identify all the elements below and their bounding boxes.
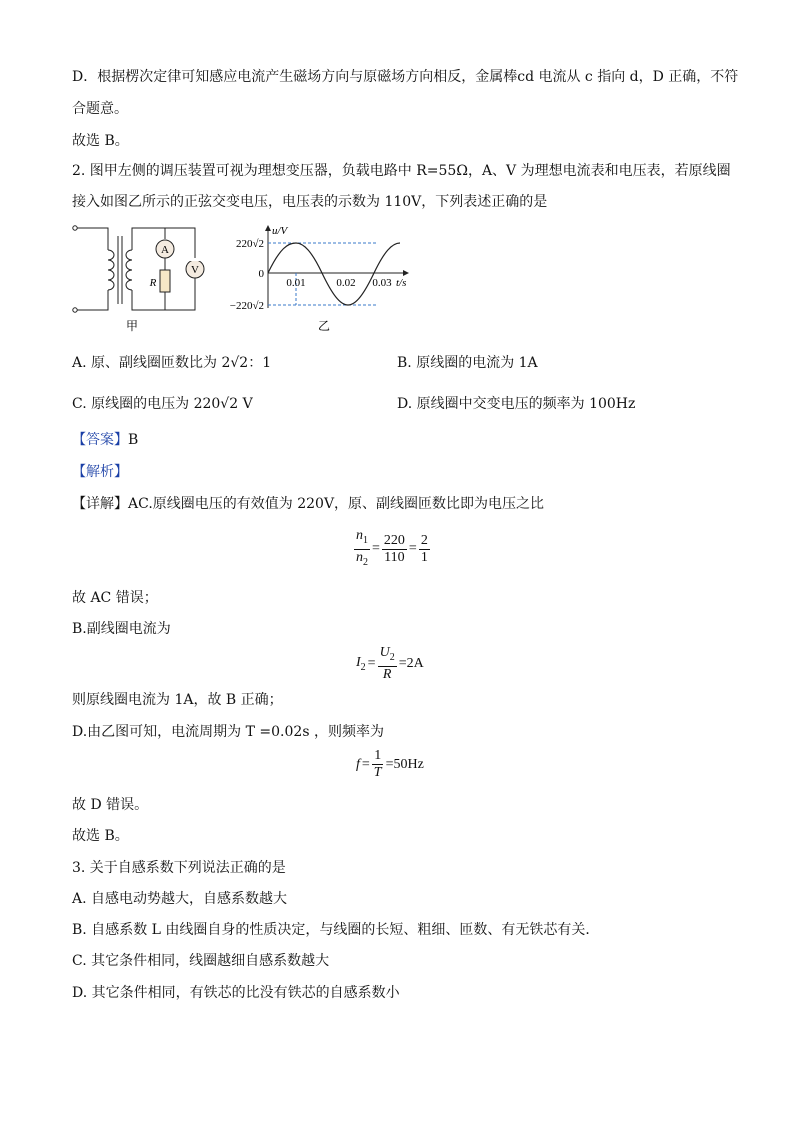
xtick-003: 0.03 (372, 277, 392, 289)
detail-row (72, 494, 544, 514)
analysis-tag: 【解析】 (72, 464, 128, 480)
voltage-graph-figure (222, 222, 422, 334)
q3-option-b: B. 自感系数 L 由线圈自身的性质决定，与线圈的长短、粗细、匝数、有无铁芯有关． (72, 922, 600, 938)
b-conclusion: 则原线圈电流为 1A，故 B 正确； (72, 692, 283, 708)
frequency-equation: f = $\frac{1}{T}$ =50Hz (356, 748, 424, 780)
d-wrong: 故 D 错误。 (72, 797, 149, 813)
xtick-001: 0.01 (286, 277, 306, 289)
analysis-row (72, 462, 128, 482)
xtick-002: 0.02 (336, 277, 356, 289)
q3-option-d: D. 其它条件相同，有铁芯的比没有铁芯的自感系数小 (72, 985, 400, 1001)
q2-option-d: D. 原线圈中交变电压的频率为 100Hz (397, 396, 636, 412)
transformer-circuit-figure (70, 222, 210, 334)
ac-wrong: 故 AC 错误； (72, 590, 158, 606)
ytick-top: 220√2 (235, 238, 264, 250)
choose-b-1: 故选 B。 (72, 133, 129, 149)
answer-tag: 【答案】 (72, 432, 128, 448)
q2-option-b: B. 原线圈的电流为 1A (397, 355, 538, 371)
ytick-bottom: −220√2 (229, 300, 264, 312)
q2-stem-line1: 2. 图甲左侧的调压装置可视为理想变压器，负载电路中 R=55Ω，A、V 为理想电流表和电压表，若原线圈 (72, 163, 731, 179)
q2-stem-line2: 接入如图乙所示的正弦交变电压，电压表的示数为 110V，下列表述正确的是 (72, 194, 548, 210)
q3-option-c: C. 其它条件相同，线圈越细自感系数越大 (72, 953, 330, 969)
answer-value: B (128, 432, 139, 448)
q3-stem: 3. 关于自感系数下列说法正确的是 (72, 860, 286, 876)
x-axis-label: t/s (396, 277, 407, 289)
d-head: D.由乙图可知，电流周期为 T =0.02s ，则频率为 (72, 724, 384, 740)
secondary-current-equation: $I_2$ = $\frac{U_2}{R}$ =2A (356, 645, 424, 682)
b-head: B.副线圈电流为 (72, 621, 171, 637)
choose-b-2: 故选 B。 (72, 828, 129, 844)
q3-option-a: A. 自感电动势越大，自感系数越大 (72, 891, 288, 907)
answer-row (72, 430, 138, 450)
detail-tag: 【详解】 (72, 496, 128, 512)
para-d-line1: D．根据楞次定律可知感应电流产生磁场方向与原磁场方向相反，金属棒cd 电流从 c 指向 d，D 正确，不符 (72, 69, 739, 85)
ytick-zero: 0 (258, 268, 264, 280)
figure-jia-caption: 甲 (125, 319, 139, 333)
ammeter-label: A (161, 244, 169, 256)
turns-ratio-equation: $\frac{n_1}{n_2}$ = $\frac{220}{110}$ = $\frac{2}{1}$ (356, 528, 428, 568)
q2-option-c: C. 原线圈的电压为 220√2 V (72, 396, 253, 412)
q2-option-a: A. 原、副线圈匝数比为 2√2：1 (72, 355, 272, 371)
voltmeter-label: V (191, 264, 199, 276)
detail-text: AC.原线圈电压的有效值为 220V，原、副线圈匝数比即为电压之比 (128, 496, 545, 512)
para-d-line2: 合题意。 (72, 101, 128, 117)
y-axis-label: u/V (272, 225, 288, 237)
resistor-label: R (149, 277, 157, 289)
figure-yi-caption: 乙 (317, 319, 331, 333)
